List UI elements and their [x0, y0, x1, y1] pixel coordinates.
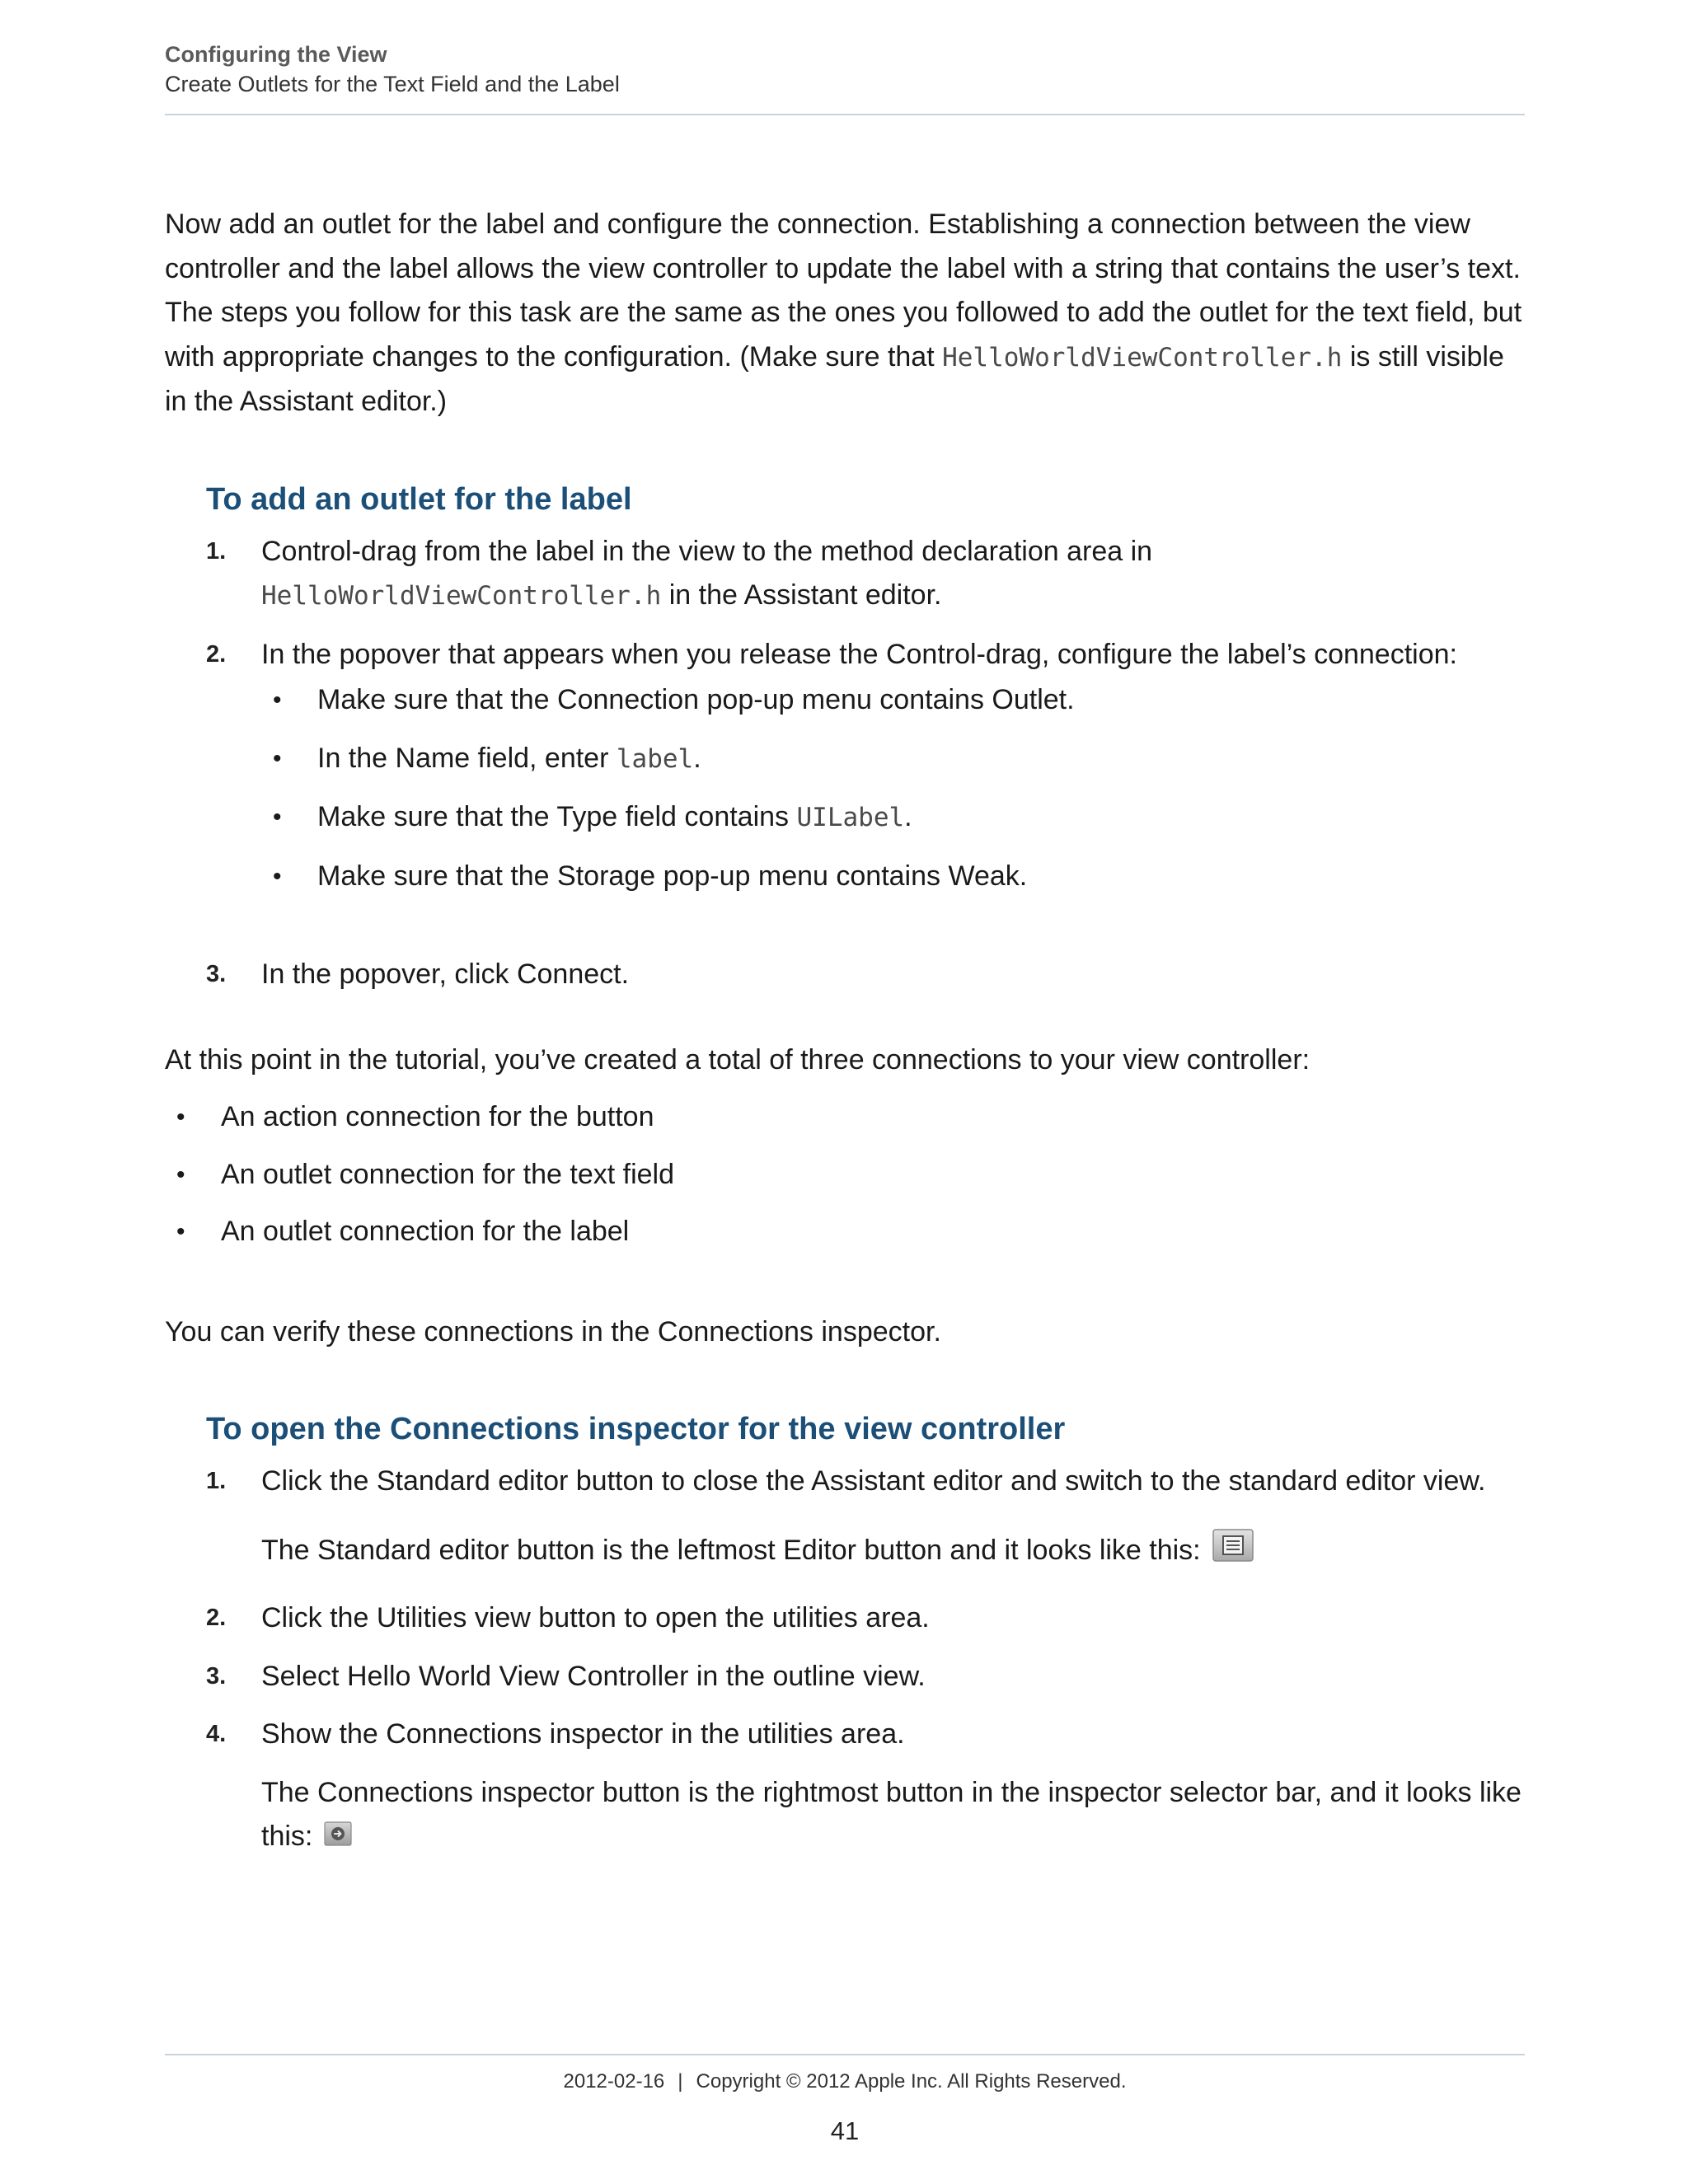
step-text-end: in the Assistant editor.	[661, 579, 942, 611]
step-number: 1.	[206, 1468, 227, 1494]
step-2-bullets	[261, 678, 1525, 898]
note-text: The Standard editor button is the leftmost Editor button and it looks like this:	[261, 1534, 1201, 1566]
document-page	[165, 0, 1525, 2184]
page-content	[165, 203, 1525, 1860]
step-text: Show the Connections inspector in the utilities area.	[261, 1718, 905, 1750]
task-title-add-outlet: To add an outlet for the label	[206, 481, 632, 517]
list-item	[261, 737, 1525, 782]
connections-inspector-icon	[324, 1816, 352, 1860]
step-number: 3.	[206, 1662, 227, 1690]
task1-steps	[165, 530, 1525, 997]
step-code: HelloWorldViewController.h	[261, 581, 662, 611]
task2-step-2	[165, 1596, 1525, 1641]
step-text: In the popover, click Connect.	[261, 958, 630, 990]
verify-paragraph: You can verify these connections in the Connections inspector.	[165, 1315, 941, 1347]
bullet-text: Make sure that the Connection pop-up menu contains Outlet.	[317, 684, 1075, 715]
step-text: In the popover that appears when you release the Control-drag, configure the label’s connection:	[261, 638, 1457, 670]
bullet-text-end: .	[904, 801, 912, 832]
step-note	[261, 1771, 1525, 1860]
header-divider	[165, 114, 1525, 115]
footer-copyright: Copyright © 2012 Apple Inc. All Rights Reserved.	[696, 2070, 1127, 2093]
bullet-text: Make sure that the Type field contains	[317, 801, 797, 832]
step-note	[261, 1529, 1525, 1576]
intro-text: Now add an outlet for the label and configure the connection. Establishing a connection between the view controller and the label allows the view controller to update the label with a string that contains the user’s text. The steps you follow for this task are the same as the ones you followed to add the outlet for the text field, but with appropriate changes to the configuration. (Make sure that	[165, 209, 1522, 373]
list-item	[165, 1095, 1525, 1140]
step-number: 2.	[206, 640, 227, 668]
page-header	[165, 40, 1525, 99]
intro-paragraph	[165, 203, 1525, 424]
step-text: Control-drag from the label in the view to the method declaration area in	[261, 535, 1153, 567]
task1-step-2	[165, 633, 1525, 899]
bullet-code: label	[616, 743, 694, 774]
bullet-text: Make sure that the Storage pop-up menu contains Weak.	[317, 860, 1028, 892]
step-number: 1.	[206, 537, 227, 565]
bullet-icon: •	[273, 687, 282, 714]
bullet-icon: •	[273, 804, 282, 831]
bullet-icon: •	[176, 1160, 185, 1188]
bullet-text: An action connection for the button	[221, 1101, 654, 1132]
list-item	[165, 1153, 1525, 1197]
bullet-code: UILabel	[796, 803, 905, 832]
task2-step-4	[165, 1713, 1525, 1860]
note-text: The Connections inspector button is the rightmost button in the inspector selector bar, and it looks like this:	[261, 1776, 1522, 1852]
connections-list	[165, 1095, 1525, 1254]
step-number: 2.	[206, 1605, 227, 1631]
footer-date: 2012-02-16	[563, 2070, 665, 2093]
task1-step-1	[165, 530, 1525, 619]
list-item	[261, 795, 1525, 841]
task2-steps	[165, 1460, 1525, 1860]
intro-code: HelloWorldViewController.h	[942, 342, 1343, 373]
page-number: 41	[830, 2116, 860, 2145]
task2-step-1	[165, 1460, 1525, 1575]
list-item	[261, 678, 1525, 723]
list-item	[261, 855, 1525, 899]
bullet-icon: •	[273, 744, 282, 772]
bullet-icon: •	[176, 1218, 185, 1245]
step-number: 4.	[206, 1721, 227, 1747]
bullet-text: An outlet connection for the text field	[221, 1158, 675, 1190]
bullet-icon: •	[176, 1104, 185, 1131]
footer-separator: |	[678, 2070, 683, 2093]
task1-step-3	[165, 953, 1525, 997]
bullet-text: In the Name field, enter	[317, 742, 617, 774]
task-title-connections-inspector: To open the Connections inspector for the view controller	[206, 1412, 1066, 1446]
step-text: Click the Utilities view button to open the utilities area.	[261, 1602, 930, 1633]
step-number: 3.	[206, 961, 227, 987]
task2-step-3	[165, 1655, 1525, 1699]
list-item	[165, 1210, 1525, 1254]
chapter-title: Configuring the View	[165, 42, 387, 67]
summary-paragraph: At this point in the tutorial, you’ve created a total of three connections to your view controller:	[165, 1043, 1311, 1076]
step-text: Select Hello World View Controller in the outline view.	[261, 1660, 926, 1692]
bullet-text-end: .	[693, 742, 701, 774]
step-text: Click the Standard editor button to close the Assistant editor and switch to the standard editor view.	[261, 1465, 1486, 1497]
footer-divider	[165, 2054, 1525, 2055]
bullet-text: An outlet connection for the label	[221, 1216, 630, 1247]
bullet-icon: •	[273, 862, 282, 890]
section-title: Create Outlets for the Text Field and the Label	[165, 72, 620, 96]
intro-text-end: is still visible in the Assistant editor.)	[165, 340, 1504, 417]
page-footer	[165, 2069, 1525, 2095]
standard-editor-icon	[1212, 1529, 1254, 1576]
